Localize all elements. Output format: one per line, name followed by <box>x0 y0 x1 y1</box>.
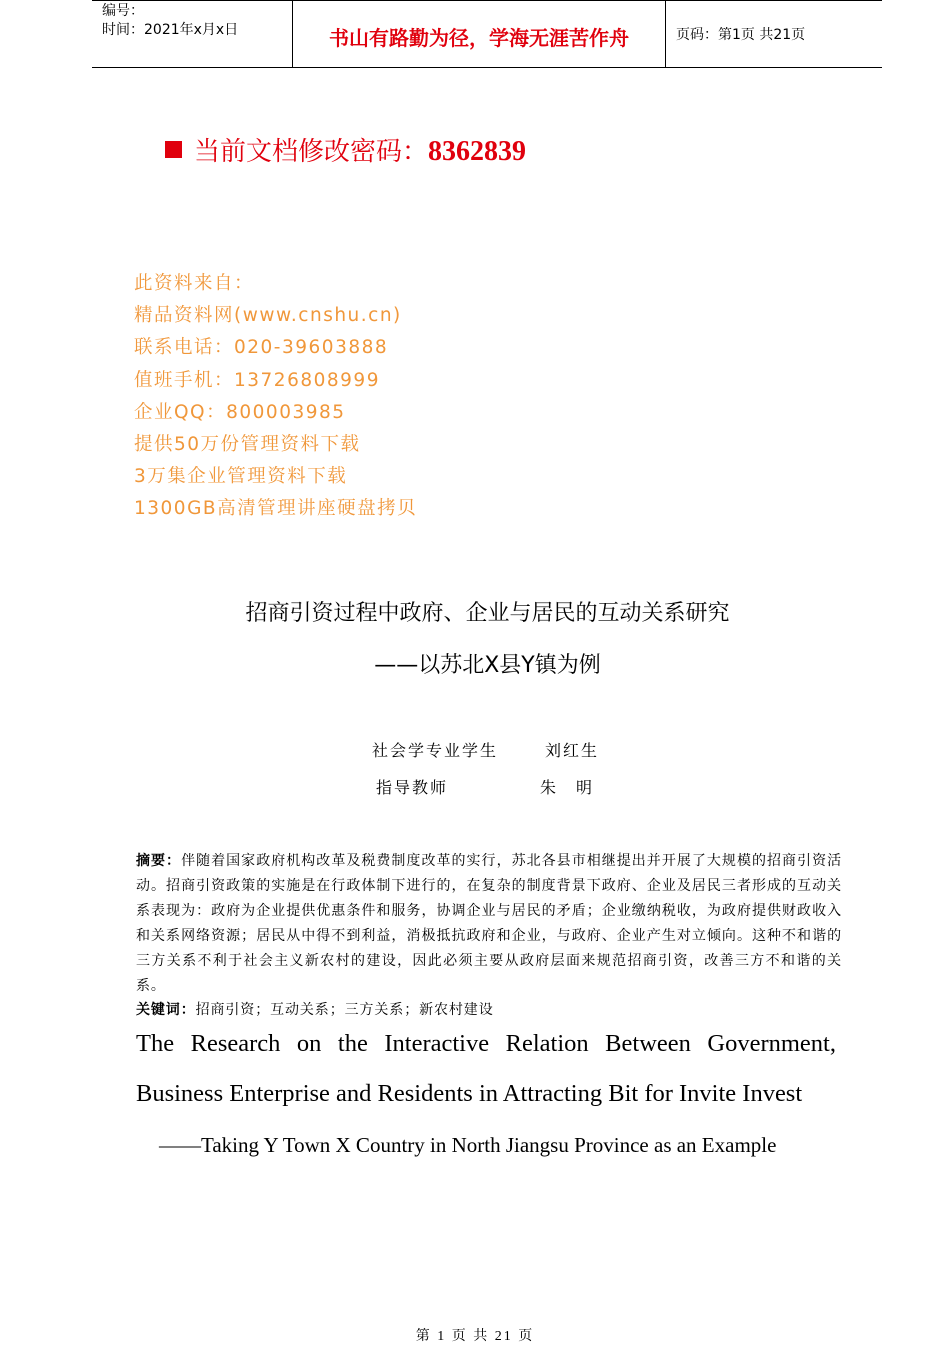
source-line: 3万集企业管理资料下载 <box>134 466 348 488</box>
page-footer: 第 1 页 共 21 页 <box>415 1329 535 1344</box>
source-line: 精品资料网(www.cnshu.cn) <box>134 305 402 327</box>
source-line: 值班手机：13726808999 <box>134 369 380 391</box>
abstract-text: 伴随着国家政府机构改革及税费制度改革的实行，苏北各县市相继提出并开展了大规模的招商引资活动。招商引资政策的实施是在行政体制下进行的，在复杂的制度背景下政府、企业及居民三者形成的互动关系表现为：政府为企业提供优惠条件和服务，协调企业与居民的矛盾；企业缴纳税收，为政府提供财政收入和关系网络资源；居民从中得不到利益，消极抵抗政府和企业，与政府、企业产生对立倾向。这种不和谐的三方关系不利于社会主义新农村的建设，因此必须主要从政府层面来规范招商引资，改善三方不和谐的关系。 <box>136 853 842 994</box>
password-line <box>165 131 526 168</box>
source-line: 此资料来自： <box>134 273 255 294</box>
header-top-rule <box>92 0 882 1</box>
keywords-text: 招商引资；互动关系；三方关系；新农村建设 <box>195 1002 494 1018</box>
english-title-line-2: Business Enterprise and Residents in Attracting Bit for Invite Invest <box>136 1080 803 1107</box>
header-time-label: 时间：2021年x月x日 <box>102 22 239 38</box>
header-motto: 书山有路勤为径，学海无涯苦作舟 <box>329 26 629 50</box>
advisor-role: 指导教师 <box>376 778 449 797</box>
abstract <box>136 849 842 999</box>
source-line: 提供50万份管理资料下载 <box>134 434 361 456</box>
paper-subtitle: ——以苏北X县Y镇为例 <box>374 653 601 678</box>
keywords <box>136 999 494 1021</box>
source-line: 1300GB高清管理讲座硬盘拷贝 <box>134 498 418 520</box>
header-divider-right <box>665 0 666 68</box>
source-line: 联系电话：020-39603888 <box>134 337 389 359</box>
square-bullet-icon <box>165 141 182 158</box>
source-line: 企业QQ：800003985 <box>134 401 346 423</box>
header-page-info: 页码：第1页 共21页 <box>676 27 806 43</box>
advisor-name: 朱 明 <box>540 778 595 797</box>
student-name: 刘红生 <box>545 741 600 760</box>
english-title-line-1: The Research on the Interactive Relation Between Government, <box>136 1030 836 1057</box>
abstract-label: 摘要： <box>136 853 182 869</box>
header-meta <box>102 2 238 40</box>
password-code: 8362839 <box>428 136 527 167</box>
keywords-label: 关键词： <box>136 1002 196 1018</box>
source-info-block <box>134 268 417 526</box>
header-bottom-rule <box>92 67 882 68</box>
student-role: 社会学专业学生 <box>372 741 499 760</box>
english-subtitle: ——Taking Y Town X Country in North Jiangsu Province as an Example <box>159 1133 777 1157</box>
header-number-label: 编号： <box>102 3 144 19</box>
paper-title: 招商引资过程中政府、企业与居民的互动关系研究 <box>245 601 730 626</box>
password-label: 当前文档修改密码： <box>194 137 429 167</box>
